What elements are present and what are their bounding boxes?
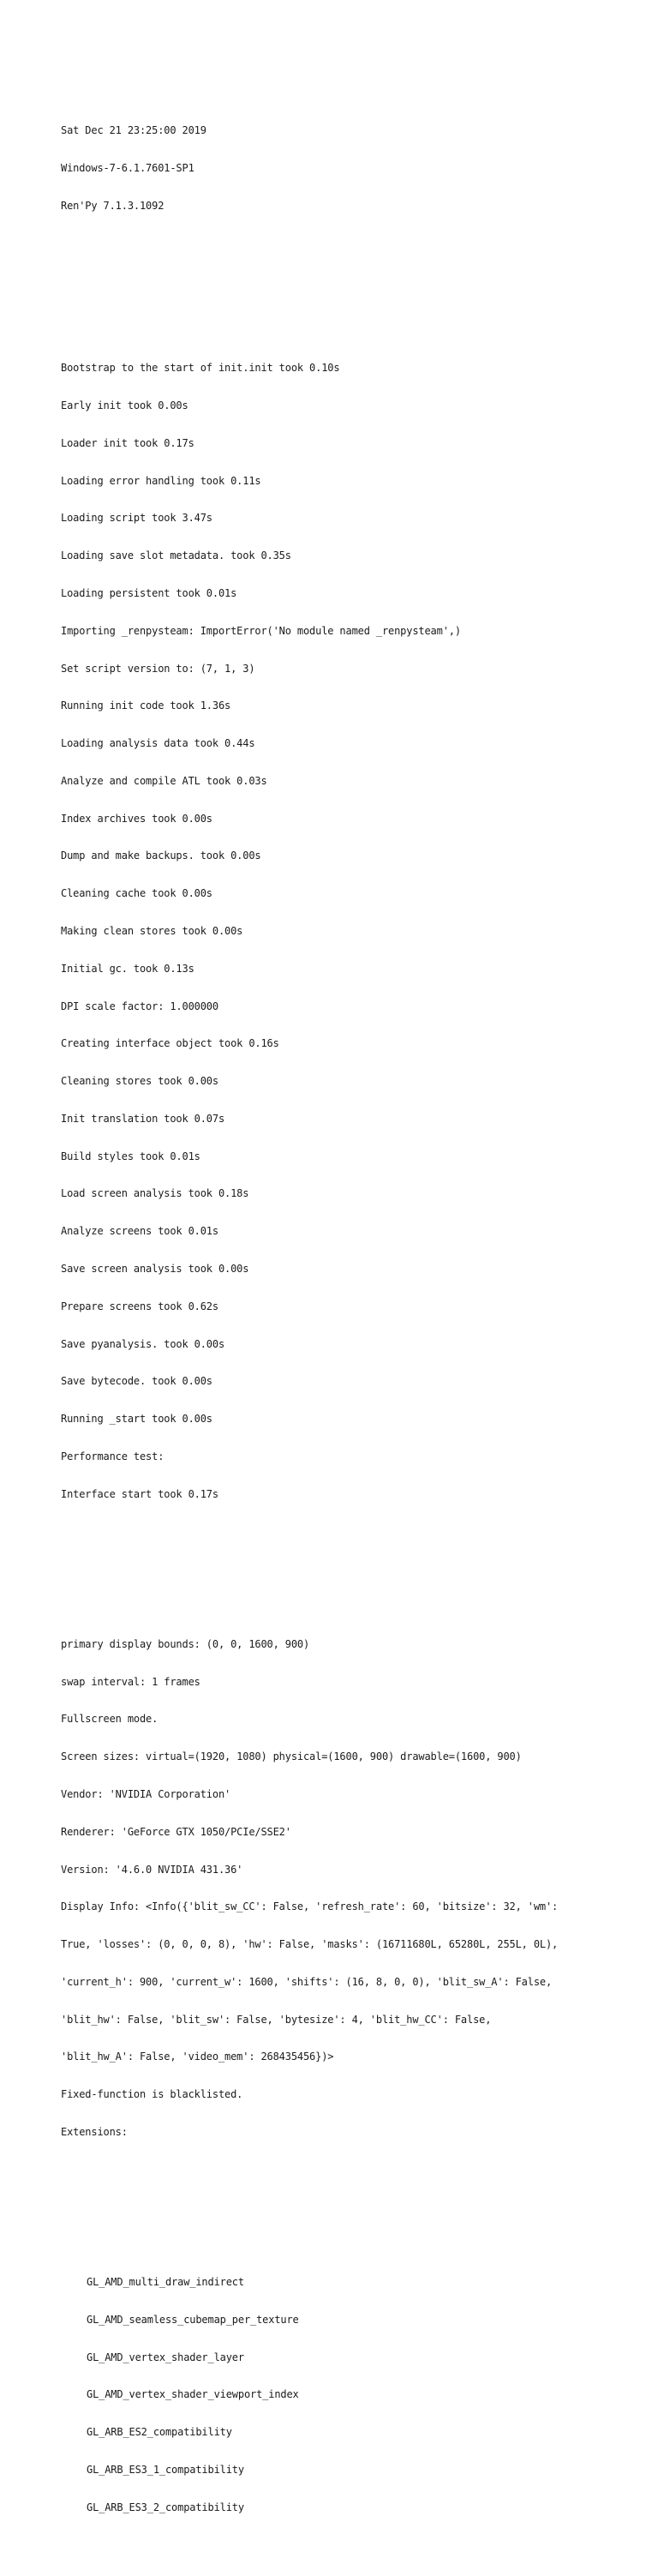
log-line: 'current_h': 900, 'current_w': 1600, 'shifts': (16, 8, 0, 0), 'blit_sw_A': False, [61, 1975, 553, 1988]
display-block [61, 1613, 643, 2164]
header-block [61, 99, 643, 237]
log-line: Cleaning cache took 0.00s [61, 887, 212, 900]
extension-line: GL_ARB_ES3_1_compatibility [87, 2464, 244, 2476]
log-line: Analyze and compile ATL took 0.03s [61, 774, 267, 787]
spacer [61, 274, 643, 299]
log-line: Screen sizes: virtual=(1920, 1080) physical=(1600, 900) drawable=(1600, 900) [61, 1750, 522, 1763]
extension-line: GL_AMD_vertex_shader_layer [87, 2351, 244, 2363]
log-line: Fixed-function is blacklisted. [61, 2088, 243, 2101]
extension-line: GL_AMD_multi_draw_indirect [87, 2276, 244, 2289]
log-line-date: Sat Dec 21 23:25:00 2019 [61, 123, 206, 136]
log-line: Build styles took 0.01s [61, 1150, 200, 1162]
log-line: Loading analysis data took 0.44s [61, 737, 255, 750]
log-line: Initial gc. took 0.13s [61, 962, 194, 975]
log-line: swap interval: 1 frames [61, 1675, 200, 1688]
log-line: Loading error handling took 0.11s [61, 474, 261, 487]
log-line: Running _start took 0.00s [61, 1413, 212, 1426]
log-line: Bootstrap to the start of init.init took 0.10s [61, 362, 340, 375]
log-line: Cleaning stores took 0.00s [61, 1075, 218, 1088]
log-line: Analyze screens took 0.01s [61, 1225, 218, 1238]
log-line: 'blit_hw_A': False, 'video_mem': 268435456})> [61, 2051, 334, 2063]
log-text [61, 62, 643, 2576]
extension-line: GL_AMD_vertex_shader_viewport_index [87, 2388, 299, 2401]
log-line: Fullscreen mode. [61, 1713, 159, 1726]
log-line: Load screen analysis took 0.18s [61, 1187, 249, 1200]
log-line: Creating interface object took 0.16s [61, 1037, 279, 1050]
log-line: Save screen analysis took 0.00s [61, 1263, 249, 1275]
log-line: Performance test: [61, 1450, 164, 1462]
log-line: Save pyanalysis. took 0.00s [61, 1337, 225, 1350]
log-line: True, 'losses': (0, 0, 0, 8), 'hw': False, 'masks': (16711680L, 65280L, 255L, 0L), [61, 1938, 559, 1951]
log-line: Loader init took 0.17s [61, 436, 194, 449]
log-line: primary display bounds: (0, 0, 1600, 900) [61, 1637, 310, 1650]
log-line: Loading save slot metadata. took 0.35s [61, 549, 291, 562]
log-line: Running init code took 1.36s [61, 700, 231, 712]
log-line: Renderer: 'GeForce GTX 1050/PCIe/SSE2' [61, 1825, 291, 1838]
extensions-block [61, 2251, 643, 2539]
log-line: 'blit_hw': False, 'blit_sw': False, 'bytesize': 4, 'blit_hw_CC': False, [61, 2013, 492, 2026]
extension-line: GL_ARB_ES2_compatibility [87, 2426, 232, 2439]
log-line: DPI scale factor: 1.000000 [61, 1000, 218, 1012]
log-line: Importing _renpysteam: ImportError('No module named _renpysteam',) [61, 624, 461, 637]
log-line: Set script version to: (7, 1, 3) [61, 662, 255, 675]
log-line: Display Info: <Info({'blit_sw_CC': False, 'refresh_rate': 60, 'bitsize': 32, 'wm': [61, 1900, 559, 1913]
log-line: Loading script took 3.47s [61, 512, 212, 525]
log-line: Interface start took 0.17s [61, 1487, 218, 1500]
extension-line: GL_ARB_ES3_2_compatibility [87, 2501, 244, 2513]
log-line: Loading persistent took 0.01s [61, 586, 237, 599]
log-line-os: Windows-7-6.1.7601-SP1 [61, 161, 194, 174]
log-line: Vendor: 'NVIDIA Corporation' [61, 1787, 231, 1800]
log-line: Version: '4.6.0 NVIDIA 431.36' [61, 1863, 243, 1876]
log-line: Init translation took 0.07s [61, 1112, 225, 1125]
log-line: Index archives took 0.00s [61, 812, 212, 825]
log-line: Dump and make backups. took 0.00s [61, 850, 261, 862]
log-line: Making clean stores took 0.00s [61, 924, 243, 937]
timings-block [61, 337, 643, 1525]
extension-line: GL_AMD_seamless_cubemap_per_texture [87, 2313, 299, 2326]
log-line-version: Ren'Py 7.1.3.1092 [61, 199, 164, 212]
log-line: Prepare screens took 0.62s [61, 1300, 218, 1312]
log-line: Extensions: [61, 2125, 128, 2138]
spacer [61, 1563, 643, 1576]
log-line: Early init took 0.00s [61, 399, 188, 412]
log-line: Save bytecode. took 0.00s [61, 1375, 212, 1388]
spacer [61, 2201, 643, 2214]
